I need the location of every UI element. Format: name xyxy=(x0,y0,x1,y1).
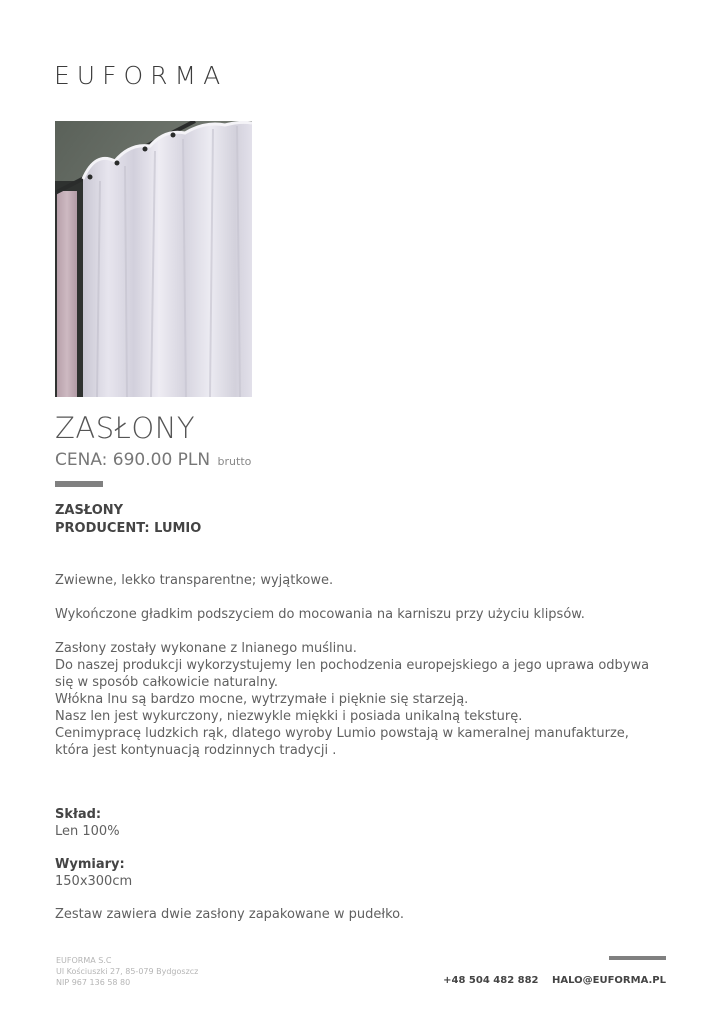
footer-nip: NIP 967 136 58 80 xyxy=(56,978,131,987)
footer-contact xyxy=(443,975,666,986)
set-note: Zestaw zawiera dwie zasłony zapakowane w pudełko. xyxy=(55,907,405,922)
description-line: Cenimypracę ludzkich rąk, dlatego wyroby Lumio powstają w kameralnej manufakturze, która jest kontynuacją rodzinnych tradycji . xyxy=(55,726,629,758)
description-paragraph-1: Zwiewne, lekko transparentne; wyjątkowe. xyxy=(55,573,334,588)
accent-bar xyxy=(55,481,103,487)
footer-phone[interactable]: +48 504 482 882 xyxy=(443,975,539,986)
product-title: ZASŁONY xyxy=(55,411,196,445)
dimensions-value: 150x300cm xyxy=(55,874,133,889)
price-value: CENA: 690.00 PLN xyxy=(55,450,211,470)
curtain-photo xyxy=(55,121,252,397)
product-price xyxy=(55,450,251,470)
description-line: Włókna lnu są bardzo mocne, wytrzymałe i pięknie się starzeją. xyxy=(55,692,469,707)
producer-line: PRODUCENT: LUMIO xyxy=(55,521,202,536)
composition-label: Skład: xyxy=(55,807,102,822)
product-name-line: ZASŁONY xyxy=(55,503,124,518)
euforma-logo xyxy=(54,60,227,90)
description-line: Do naszej produkcji wykorzystujemy len pochodzenia europejskiego a jego uprawa odbywa się w sposób całkowicie naturalny. xyxy=(55,658,650,690)
dimensions-label: Wymiary: xyxy=(55,857,125,872)
description-paragraph-3 xyxy=(55,640,665,759)
footer-address: Ul Kościuszki 27, 85-079 Bydgoszcz xyxy=(56,967,199,976)
product-photo xyxy=(55,121,252,397)
footer-email[interactable]: HALO@EUFORMA.PL xyxy=(552,975,666,986)
footer-company: EUFORMA S.C xyxy=(56,956,112,965)
description-line: Nasz len jest wykurczony, niezwykle miękki i posiada unikalną teksturę. xyxy=(55,709,523,724)
description-paragraph-2: Wykończone gładkim podszyciem do mocowania na karniszu przy użyciu klipsów. xyxy=(55,607,585,622)
composition-value: Len 100% xyxy=(55,824,120,839)
description-line: Zasłony zostały wykonane z lnianego muślinu. xyxy=(55,641,357,656)
footer-accent-bar xyxy=(609,956,666,960)
price-suffix: brutto xyxy=(217,455,252,468)
logo-text: EUFORMA xyxy=(54,60,228,90)
footer-company-info xyxy=(56,955,198,988)
